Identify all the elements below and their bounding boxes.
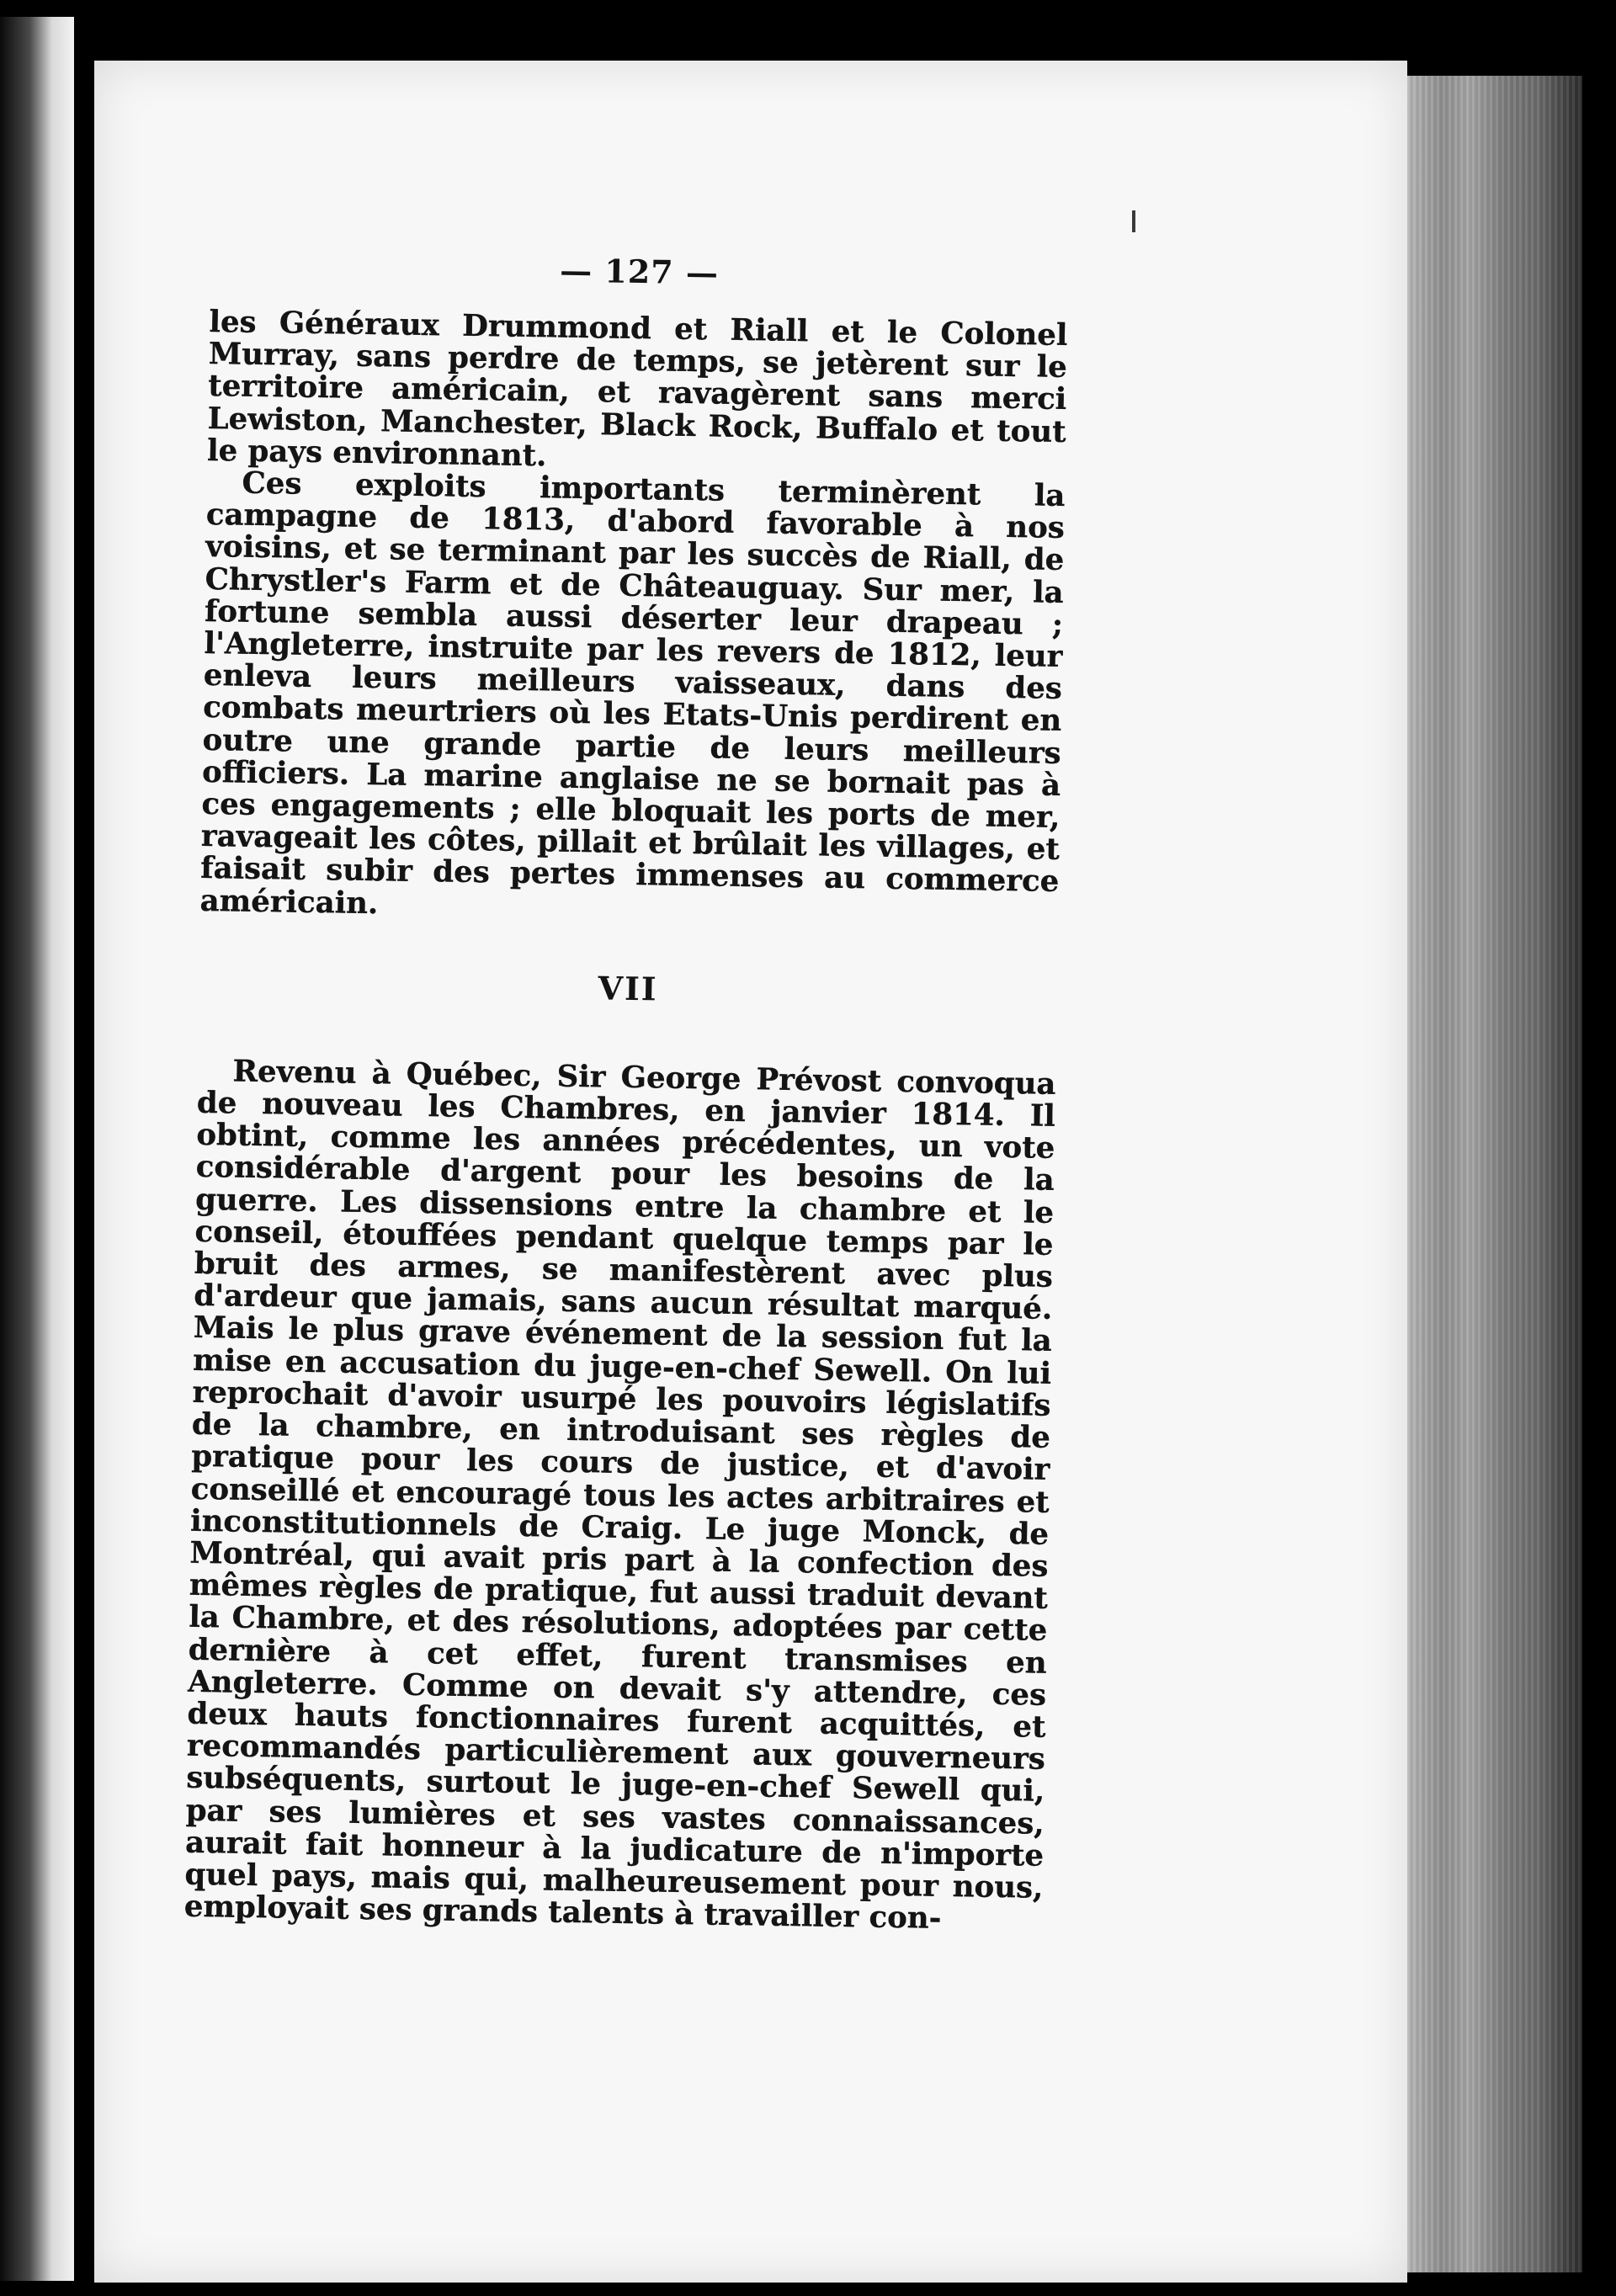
page-stack-edge xyxy=(1407,76,1582,2272)
paragraph-quebec-1814: Revenu à Québec, Sir George Prévost convoqua de nouveau les Chambres, en janvier 1814. Il obtint, comme les années précédentes, un vote considérable d'argent pour les besoins de la guerre. Les dissensions entre la chambre et le conseil, étouffées pendant quelque temps par le bruit des armes, se manifestèrent avec plus d'ardeur que jamais, sans aucun résultat marqué. Mais le plus grave événement de la session fut la mise en accusation du juge-en-chef Sewell. On lui reprochait d'avoir usurpé les pouvoirs législatifs de la chambre, en introduisant ses règles de pratique pour les cours de justice, et d'avoir conseillé et encouragé tous les actes arbitraires et inconstitutionnels de Craig. Le juge Monck, de Montréal, qui avait pris part à la confection des mêmes règles de pratique, fut aussi traduit devant la Chambre, et des résolutions, adoptées par cette dernière à cet effet, furent transmises en Angleterre. Comme on devait s'y attendre, ces deux hauts fonctionnaires furent acquittés, et recommandés particulièrement aux gouverneurs subséquents, surtout le juge-en-chef Sewell qui, par ses lumières et ses vastes connaissances, aurait fait honneur à la judicature de n'importe quel pays, mais qui, malheureusement pour nous, employait ses grands talents à travailler con- xyxy=(183,1054,1056,1937)
scan-mark xyxy=(1132,210,1135,232)
section-heading: VII xyxy=(598,969,659,1008)
paragraph-campaign-1813: Ces exploits importants terminèrent la campagne de 1813, d'abord favorable à nos voisins, et se terminant par les succès de Riall, de Chrystler's Farm et de Châteauguay. Sur mer, la fortune sembla aussi déserter leur drapeau ; l'Angleterre, instruite par les revers de 1812, leur enleva leurs meilleurs vaisseaux, dans des combats meurtriers où les Etats-Unis perdirent en outre une grande partie de leurs meilleurs officiers. La marine anglaise ne se bornait pas à ces engagements ; elle bloquait les ports de mer, ravageait les côtes, pillait et brûlait les villages, et faisait subir des pertes immenses au commerce américain. xyxy=(199,465,1066,921)
left-page-edge xyxy=(0,17,74,2281)
paragraph-continuation: les Généraux Drummond et Riall et le Colonel Murray, sans perdre de temps, se jetèrent sur le territoire américain, et ravagèrent sans merci Lewiston, Manchester, Black Rock, Buffalo et tout le pays environnant. xyxy=(206,304,1068,474)
page-number: — 127 — xyxy=(559,251,720,292)
page-text xyxy=(184,244,1069,1937)
